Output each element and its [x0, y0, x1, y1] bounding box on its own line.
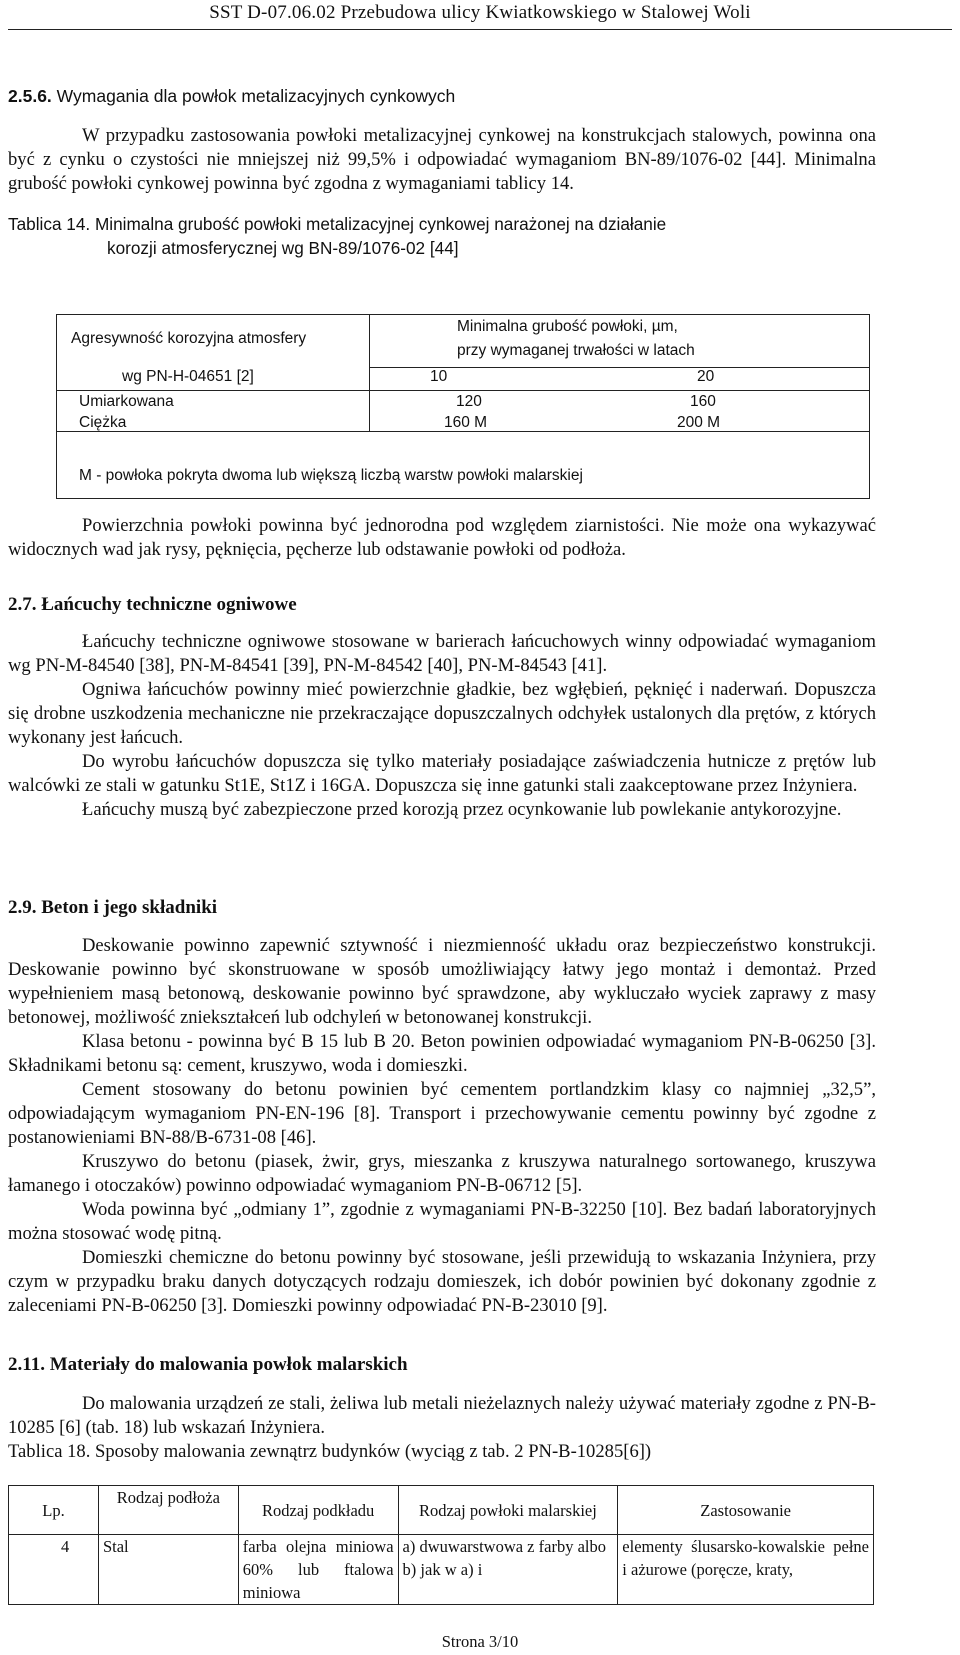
powloka-option-b — [403, 1558, 614, 1581]
table14-caption-line1: Tablica 14. Minimalna grubość powłoki metalizacyjnej cynkowej narażonej na działanie — [8, 214, 667, 234]
paragraph-text: Do wyrobu łańcuchów dopuszcza się tylko materiały posiadające zaświadczenia hutnicze z prętów lub walcówki ze stali w gatunku St1E, St1Z i 16GA. Dopuszcza się inne gatunki stali zaakceptowane przez Inżyniera. — [8, 751, 876, 796]
section-title: Wymagania dla powłok metalizacyjnych cynkowych — [56, 86, 456, 106]
paragraph-text: Powierzchnia powłoki powinna być jednorodna pod względem ziarnistości. Nie może ona wykazywać widocznych wad jak rysy, pęknięcia, pęcherze lub odstawanie powłoki od podłoża. — [8, 515, 876, 560]
row-label-umiarkowana: Umiarkowana — [79, 393, 174, 410]
paragraph-text: Klasa betonu - powinna być B 15 lub B 20. Beton powinien odpowiadać wymaganiom PN-B-06250 [3]. Składnikami betonu są: cement, kruszywo, woda i domieszki. — [8, 1031, 876, 1076]
cell-zastosowanie: elementy ślusarsko-kowalskie pełne i ażurowe (poręcze, kraty, — [618, 1535, 874, 1605]
option-marker: b) — [402, 1560, 417, 1579]
option-marker: a) — [402, 1537, 416, 1556]
option-text: jak w a) i — [420, 1560, 483, 1579]
section-2-7-body — [8, 630, 876, 822]
paragraph-text: Łańcuchy techniczne ogniwowe stosowane w barierach łańcuchowych winny odpowiadać wymaganiom wg PN-M-84540 [38], PN-M-84541 [39], PN-M-84542 [40], PN-M-84543 [41]. — [8, 631, 876, 676]
table14-caption-line2: korozji atmosferycznej wg BN-89/1076-02 [44] — [107, 238, 459, 258]
table-divider — [369, 315, 370, 431]
header-rule — [8, 29, 952, 30]
paragraph-text: Do malowania urządzeń ze stali, żeliwa lub metali nieżelaznych należy używać materiały zgodne z PN-B-10285 [6] (tab. 18) lub wskazań Inżyniera. — [8, 1393, 876, 1438]
subheader-20-years: 20 — [697, 368, 715, 385]
page-number: Strona 3/10 — [441, 1632, 519, 1651]
cell-lp: 4 — [9, 1535, 99, 1605]
header-podloze: Rodzaj podłoża — [98, 1486, 238, 1535]
table-14 — [56, 314, 870, 499]
paragraph-text: Domieszki chemiczne do betonu powinny być stosowane, jeśli przewidują to wskazania Inżyniera, przy czym w przypadku braku danych dotyczących rodzaju domieszek, ich dobór powinien być dokonany zgodnie z zaleceniami PN-B-06250 [3]. Domieszki powinny odpowiadać PN-B-23010 [9]. — [8, 1247, 876, 1316]
paragraph-text: Woda powinna być „odmiany 1”, zgodnie z wymaganiami PN-B-32250 [10]. Bez badań laboratoryjnych można stosować wodę pitną. — [8, 1199, 876, 1244]
paragraph-zinc-coating — [8, 124, 876, 196]
row-label-ciezka: Ciężka — [79, 414, 127, 431]
table18-caption: Tablica 18. Sposoby malowania zewnątrz budynków (wyciąg z tab. 2 PN-B-10285[6]) — [8, 1441, 652, 1462]
table-divider — [57, 390, 869, 391]
paragraph-text: Ogniwa łańcuchów powinny mieć powierzchnie gładkie, bez wgłębień, pęknięć i naderwań. Dopuszcza się drobne uszkodzenia mechaniczne nie przekraczające dopuszczalnych odchyłek ustalonych dla prętów, z których wykonany jest łańcuch. — [8, 679, 876, 748]
table18-header-row — [9, 1486, 874, 1535]
paragraph-text: Łańcuchy muszą być zabezpieczone przed korozją przez ocynkowanie lub powlekanie antykorozyjne. — [82, 799, 842, 820]
cell-umiarkowana-10: 120 — [456, 393, 482, 410]
col-header-agresywnosc: Agresywność korozyjna atmosfery — [71, 330, 307, 347]
header-zastosowanie: Zastosowanie — [618, 1486, 874, 1535]
cell-powloka — [398, 1535, 618, 1605]
subheader-10-years: 10 — [430, 368, 448, 385]
table14-caption — [8, 212, 876, 260]
paragraph-text: W przypadku zastosowania powłoki metalizacyjnej cynkowej na konstrukcjach stalowych, powinna ona być z cynku o czystości nie mniejszej niż 99,5% i odpowiadać wymaganiom BN-89/1076-02 [44]. Minimalna grubość powłoki cynkowej powinna być zgodna z wymaganiami tablicy 14. — [8, 125, 876, 194]
header-powloka: Rodzaj powłoki malarskiej — [398, 1486, 618, 1535]
header-podklad: Rodzaj podkładu — [238, 1486, 398, 1535]
cell-podloze: Stal — [98, 1535, 238, 1605]
page-header: SST D-07.06.02 Przebudowa ulicy Kwiatkowskiego w Stalowej Woli — [209, 2, 751, 23]
option-text: dwuwarstwowa z farby albo — [419, 1537, 606, 1556]
section-heading-2-11: 2.11. Materiały do malowania powłok malarskich — [8, 1354, 408, 1375]
cell-podklad: farba olejna miniowa 60% lub ftalowa miniowa — [238, 1535, 398, 1605]
section-heading-2-9: 2.9. Beton i jego składniki — [8, 897, 218, 918]
powloka-option-a — [403, 1535, 614, 1558]
col-header-grubosc-2: przy wymaganej trwałości w latach — [457, 342, 695, 359]
header-lp: Lp. — [9, 1486, 99, 1535]
table-18 — [8, 1485, 874, 1605]
paragraph-surface — [8, 514, 876, 562]
section-heading-2-7: 2.7. Łańcuchy techniczne ogniwowe — [8, 594, 297, 615]
cell-umiarkowana-20: 160 — [690, 393, 716, 410]
section-heading-2-5-6 — [8, 86, 455, 107]
paragraph-text: Kruszywo do betonu (piasek, żwir, grys, mieszanka z kruszywa naturalnego sortowanego, kruszywa łamanego i otoczaków) powinno odpowiadać wymaganiom PN-B-06712 [5]. — [8, 1151, 876, 1196]
cell-ciezka-10: 160 M — [444, 414, 488, 431]
section-2-9-body — [8, 934, 876, 1318]
table14-note: M - powłoka pokryta dwoma lub większą liczbą warstw powłoki malarskiej — [79, 467, 583, 484]
subheader-norma: wg PN-H-04651 [2] — [122, 368, 254, 385]
section-number: 2.5.6. — [8, 86, 52, 106]
cell-ciezka-20: 200 M — [677, 414, 721, 431]
table-row — [9, 1535, 874, 1605]
col-header-grubosc-1: Minimalna grubość powłoki, µm, — [457, 318, 678, 335]
section-2-11-body — [8, 1392, 876, 1464]
paragraph-text: Cement stosowany do betonu powinien być cementem portlandzkim klasy co najmniej „32,5”, odpowiadającym wymaganiom PN-EN-196 [8]. Transport i przechowywanie cementu powinny być zgodne z postanowieniami BN-88/B-6731-08 [46]. — [8, 1079, 876, 1148]
paragraph-text: Deskowanie powinno zapewnić sztywność i niezmienność układu oraz bezpieczeństwo konstrukcji. Deskowanie powinno być skonstruowane w sposób umożliwiający łatwy jego montaż i demontaż. Przed wypełnieniem masą betonową, deskowanie powinno być sprawdzone, aby wykluczało wyciek zaprawy z masy betonowej, możliwość zniekształceń lub odchyleń w betonowanej konstrukcji. — [8, 935, 876, 1028]
